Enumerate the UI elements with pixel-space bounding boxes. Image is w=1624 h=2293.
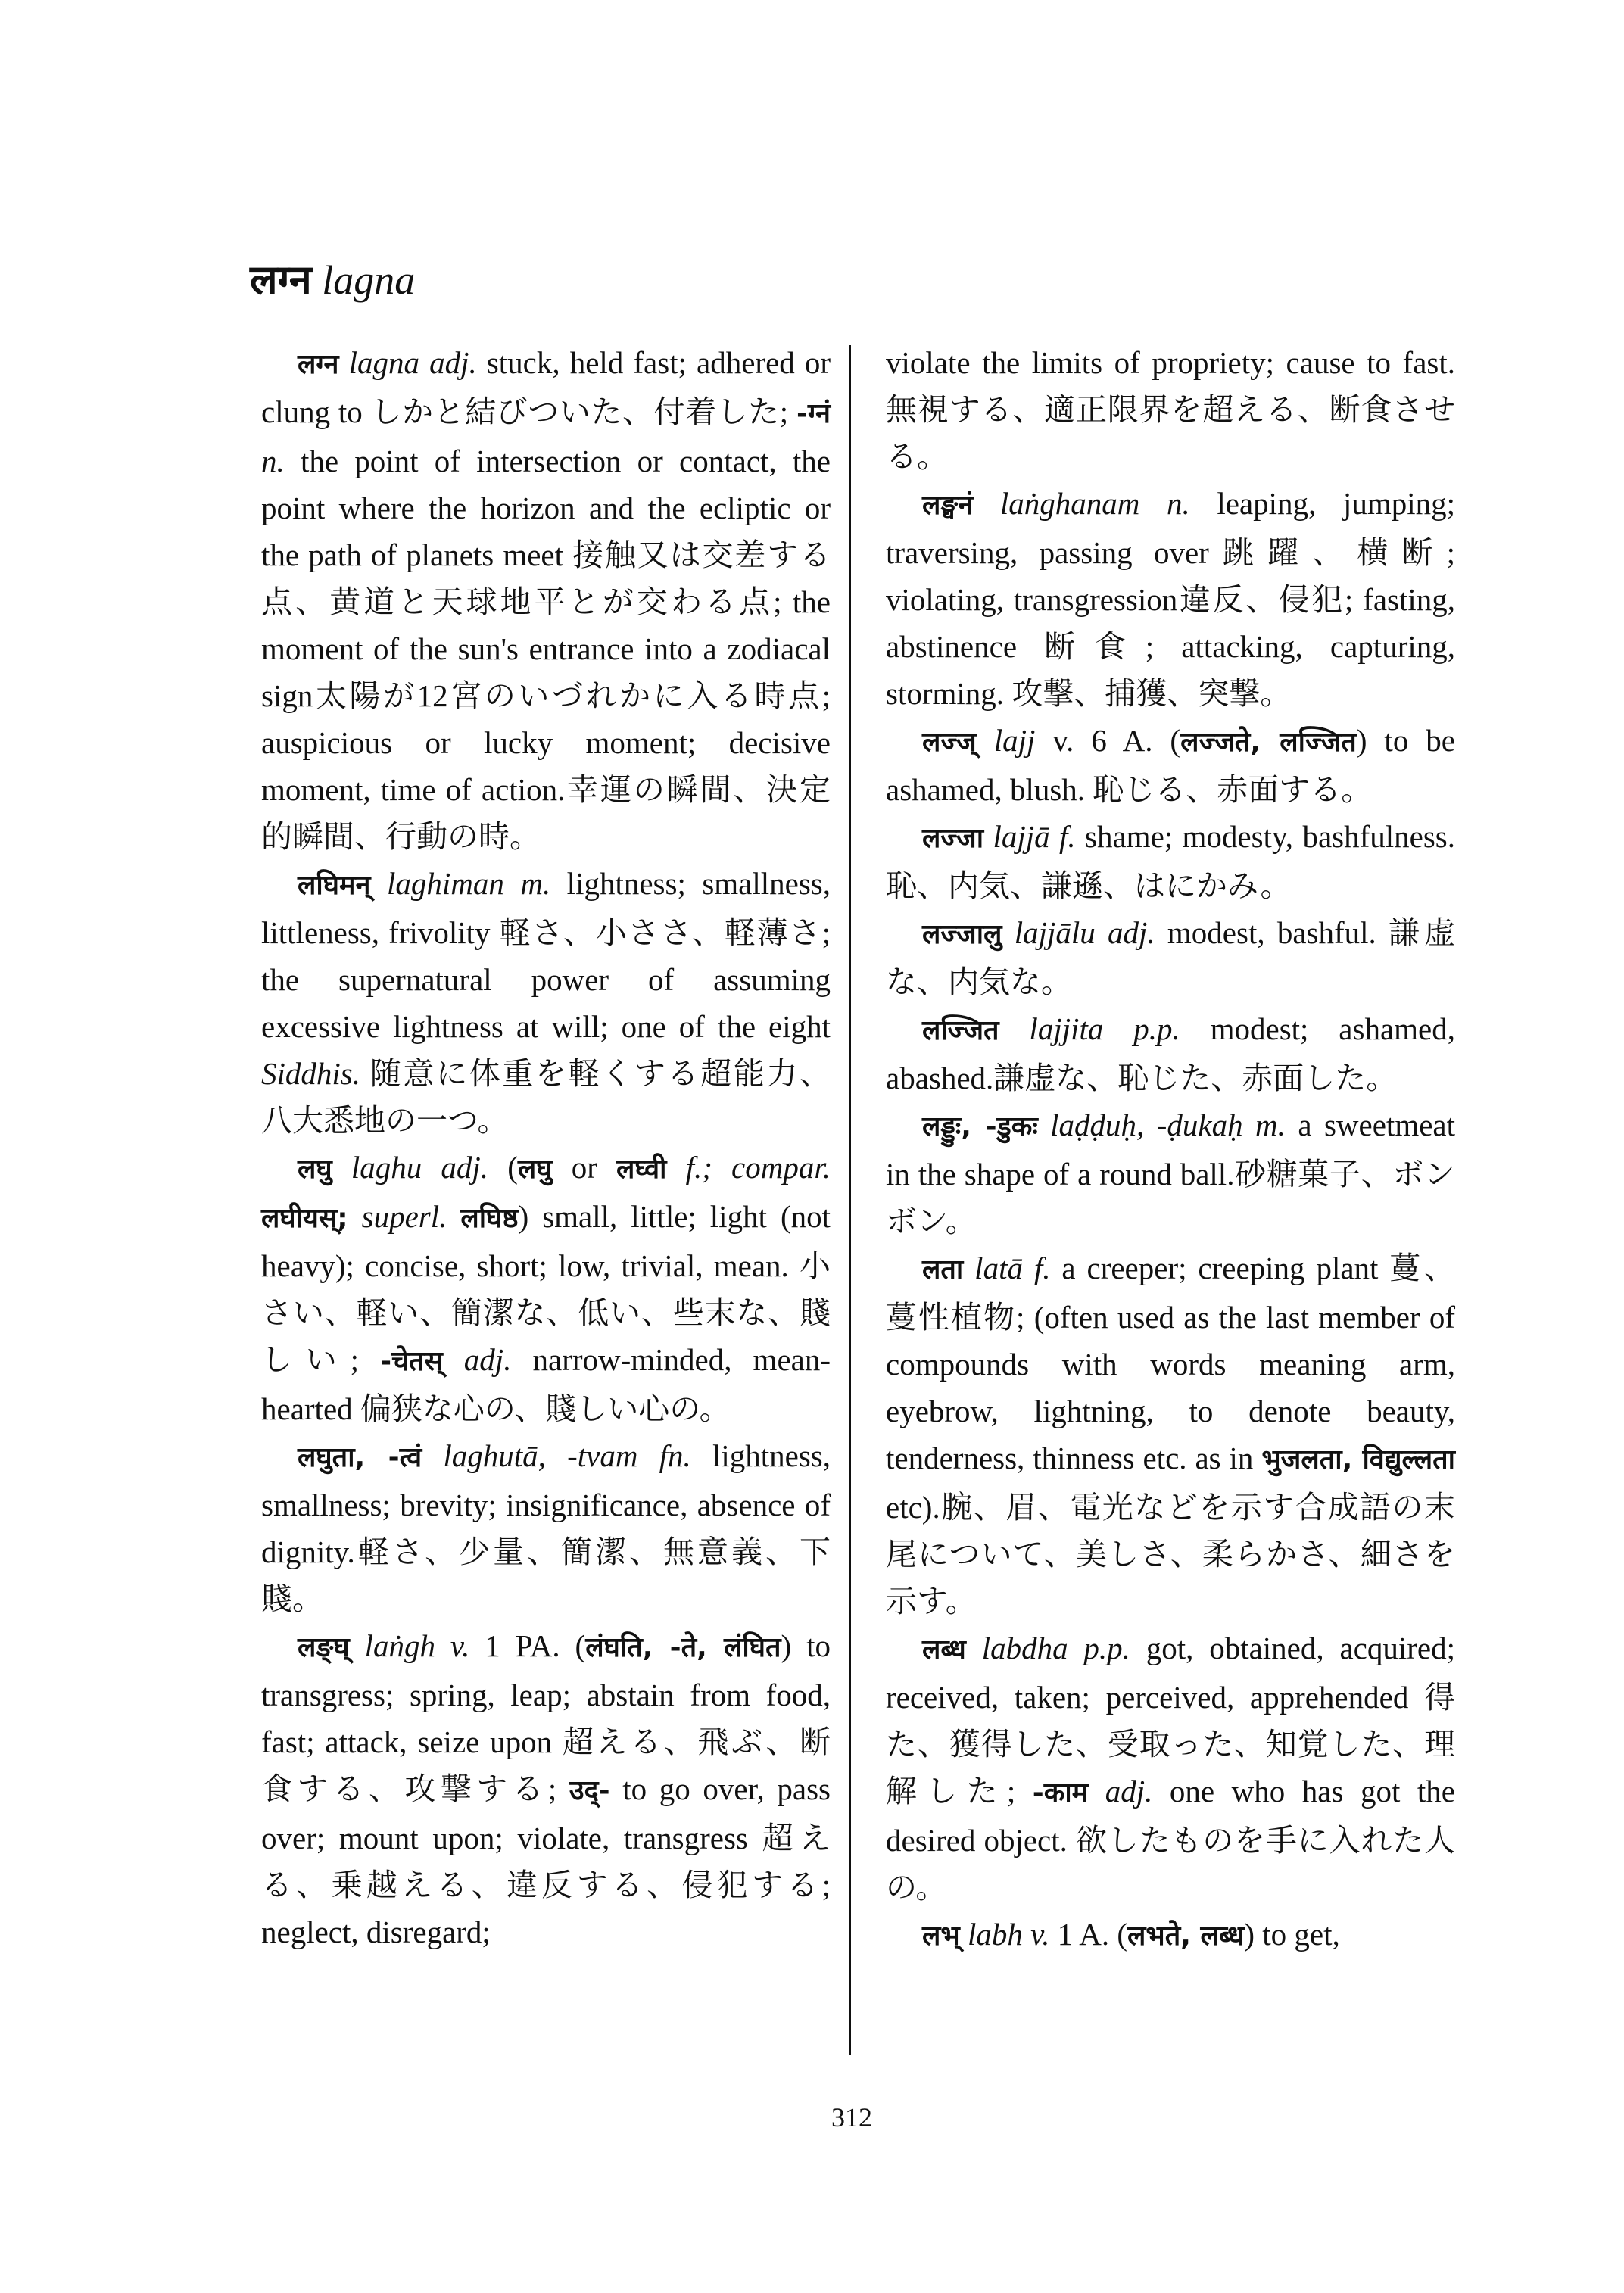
definition-text: lightness; smallness, littleness, frivolity 軽さ、小ささ、軽薄さ; the supernatural power of assuming excessive lightness at will; one of the eight — [261, 866, 831, 1044]
italic-text: laghutā, -tvam fn. — [443, 1438, 691, 1473]
definition-text: shame; modesty, bashfulness.恥、内気、謙遜、はにかみ。 — [886, 819, 1455, 903]
definition-text — [339, 345, 349, 380]
headword-devanagari: लज्ज् — [922, 727, 977, 758]
italic-text: laṅghanam n. — [999, 486, 1190, 521]
dictionary-entry — [886, 717, 1455, 813]
definition-text: v. 6 A. ( — [1035, 723, 1181, 758]
italic-text: lajj — [993, 723, 1036, 758]
left-column — [261, 339, 831, 1955]
definition-text: ) to transgress; spring, leap; abstain from food, fast; attack, seize upon 超える、飛ぶ、断食する、攻撃する; — [261, 1628, 831, 1806]
definition-text — [966, 1631, 982, 1665]
definition-text: a sweetmeat in the shape of a round ball.砂糖菓子、ボンボン。 — [886, 1108, 1455, 1238]
italic-text: Siddhis. — [261, 1056, 360, 1091]
headword-devanagari: -काम — [1032, 1777, 1089, 1809]
headword-devanagari: लघिमन् — [298, 870, 371, 901]
dictionary-entry — [261, 339, 831, 860]
right-column — [886, 339, 1455, 1960]
definition-text: 随意に体重を軽くする超能力、八大悉地の一つ。 — [261, 1056, 831, 1138]
definition-text — [983, 819, 993, 854]
headword-devanagari: लज्जालु — [922, 919, 1002, 950]
definition-text: ) to be ashamed, blush. 恥じる、赤面する。 — [886, 723, 1455, 807]
definition-text: ) to get, — [1244, 1917, 1340, 1952]
headword-devanagari: लघिष्ठ — [460, 1203, 519, 1234]
definition-text — [332, 1150, 351, 1185]
italic-text: latā f. — [974, 1251, 1051, 1285]
headword-devanagari: लग्न — [298, 349, 339, 380]
page-header — [250, 250, 415, 306]
definition-text — [350, 1628, 365, 1663]
italic-text: laṅgh v. — [364, 1628, 470, 1663]
definition-text: got, obtained, acquired; received, taken; perceived, apprehended 得た、獲得した、受取った、知覚した、理解した; — [886, 1631, 1455, 1809]
definition-text: to go over, pass over; mount upon; violate, transgress 超える、乗越える、違反する、侵犯する; neglect, disregard; — [261, 1771, 831, 1949]
header-headword-devanagari: लग्न — [250, 257, 312, 303]
italic-text: adj. — [463, 1342, 512, 1377]
headword-devanagari: उद्- — [569, 1775, 610, 1806]
definition-text: ( — [488, 1150, 518, 1185]
italic-text: lagna adj. — [348, 345, 477, 380]
headword-devanagari: लङ्घनं — [922, 490, 974, 521]
headword-devanagari: लघुता, -त्वं — [298, 1442, 422, 1473]
definition-text: modest, bashful. 謙虚な、内気な。 — [886, 915, 1455, 999]
definition-text — [1038, 1108, 1050, 1142]
headword-devanagari: लब्ध — [922, 1634, 966, 1665]
headword-devanagari: लड्डुः, -डुकः — [922, 1111, 1038, 1142]
definition-text — [977, 723, 994, 758]
italic-text: laghiman m. — [387, 866, 551, 901]
definition-text — [1088, 1774, 1105, 1809]
dictionary-entry — [886, 480, 1455, 717]
dictionary-entry — [886, 1005, 1455, 1101]
definition-text: the point of intersection or contact, the point where the horizon and the ecliptic or the path of planets meet 接触又は交差する点、黄道と天球地平とが交わる点; the moment of the sun's entrance into a zodiacal sign太陽が12宮のいづれかに入る時点; auspicious or lucky moment; decisive moment, time of action.幸運の瞬間、決定的瞬間、行動の時。 — [261, 444, 831, 854]
entry-continuation — [886, 339, 1455, 480]
italic-text: f.; compar. — [685, 1150, 831, 1185]
dictionary-entry — [886, 1911, 1455, 1960]
definition-text — [447, 1199, 460, 1234]
headword-devanagari: लघीयस्; — [261, 1203, 348, 1234]
headword-devanagari: लज्जित — [922, 1015, 999, 1046]
definition-text: 1 PA. ( — [469, 1628, 586, 1663]
definition-text: etc).腕、眉、電光などを示す合成語の末尾について、美しさ、柔らかさ、細さを示す。 — [886, 1490, 1455, 1618]
headword-devanagari: लभते, लब्ध — [1127, 1921, 1245, 1952]
italic-text: lajjita p.p. — [1029, 1011, 1180, 1046]
definition-text: one who has got the desired object. 欲したものを手に入れた人の。 — [886, 1774, 1455, 1905]
dictionary-entry — [261, 1622, 831, 1955]
dictionary-entry — [886, 813, 1455, 909]
definition-text — [348, 1199, 362, 1234]
dictionary-entry — [886, 1101, 1455, 1245]
definition-text — [999, 1011, 1030, 1046]
definition-text: narrow-minded, mean-hearted 偏狭な心の、賤しい心の。 — [261, 1342, 831, 1426]
headword-devanagari: -ग्नं — [796, 398, 831, 429]
definition-text: lightness, smallness; brevity; insignificance, absence of dignity.軽さ、少量、簡潔、無意義、下賤。 — [261, 1438, 831, 1616]
headword-devanagari: लङ्घ् — [298, 1632, 350, 1663]
italic-text: lajjālu adj. — [1014, 915, 1155, 950]
definition-text: modest; ashamed, abashed.謙虚な、恥じた、赤面した。 — [886, 1011, 1455, 1095]
headword-devanagari: लज्जते, लज्जित — [1180, 727, 1357, 758]
definition-text — [973, 486, 1000, 521]
definition-text — [443, 1342, 464, 1377]
italic-text: adj. — [1105, 1774, 1153, 1809]
definition-text — [1002, 915, 1014, 950]
definition-text — [422, 1438, 443, 1473]
definition-text — [666, 1150, 685, 1185]
dictionary-entry — [886, 1245, 1455, 1625]
column-divider — [849, 345, 851, 2055]
italic-text: n. — [261, 444, 285, 478]
definition-text: stuck, held fast; adhered or clung to しかと結びついた、付着した; — [261, 345, 831, 429]
italic-text: labdha p.p. — [981, 1631, 1130, 1665]
definition-text: a creeper; creeping plant 蔓、蔓性植物; (often used as the last member of compounds with words meaning arm, eyebrow, lightning, to denote beauty, tenderness, thinness etc. as in — [886, 1251, 1455, 1475]
headword-devanagari: लंघति, -ते, लंघित — [585, 1632, 781, 1663]
headword-devanagari: लघ्वी — [616, 1154, 667, 1185]
definition-text — [371, 866, 387, 901]
definition-text: 1 A. ( — [1049, 1917, 1128, 1952]
italic-text: labh v. — [967, 1917, 1050, 1952]
definition-text — [960, 1917, 968, 1952]
headword-devanagari: भुजलता, विद्युल्लता — [1261, 1444, 1455, 1475]
italic-text: laghu adj. — [351, 1150, 489, 1185]
page-number: 312 — [831, 2102, 872, 2133]
definition-text: ) small, little; light (not heavy); concise, short; low, trivial, mean. 小さい、軽い、簡潔な、低い、些末な、賤しい; — [261, 1199, 831, 1377]
dictionary-entry — [261, 1144, 831, 1432]
dictionary-entry — [261, 860, 831, 1144]
header-headword-roman: lagna — [322, 257, 416, 303]
headword-devanagari: लघु — [298, 1154, 332, 1185]
definition-text: violate the limits of propriety; cause to fast.無視する、適正限界を超える、断食させる。 — [886, 345, 1455, 474]
definition-text: or — [552, 1150, 617, 1185]
headword-devanagari: लभ् — [922, 1921, 960, 1952]
dictionary-entry — [886, 909, 1455, 1005]
definition-text: leaping, jumping; traversing, passing over跳躍、横断; violating, transgression違反、侵犯; fasting, abstinence 断食; attacking, capturing, storming. 攻撃、捕獲、突撃。 — [886, 486, 1455, 711]
dictionary-entry — [886, 1625, 1455, 1911]
italic-text: superl. — [361, 1199, 447, 1234]
italic-text: laḍḍuḥ, -ḍukaḥ m. — [1050, 1108, 1286, 1142]
definition-text — [963, 1251, 974, 1285]
headword-devanagari: लता — [922, 1254, 964, 1285]
headword-devanagari: लघु — [517, 1154, 553, 1185]
italic-text: lajjā f. — [993, 819, 1076, 854]
headword-devanagari: -चेतस् — [380, 1346, 443, 1377]
headword-devanagari: लज्जा — [922, 823, 984, 854]
dictionary-entry — [261, 1432, 831, 1622]
